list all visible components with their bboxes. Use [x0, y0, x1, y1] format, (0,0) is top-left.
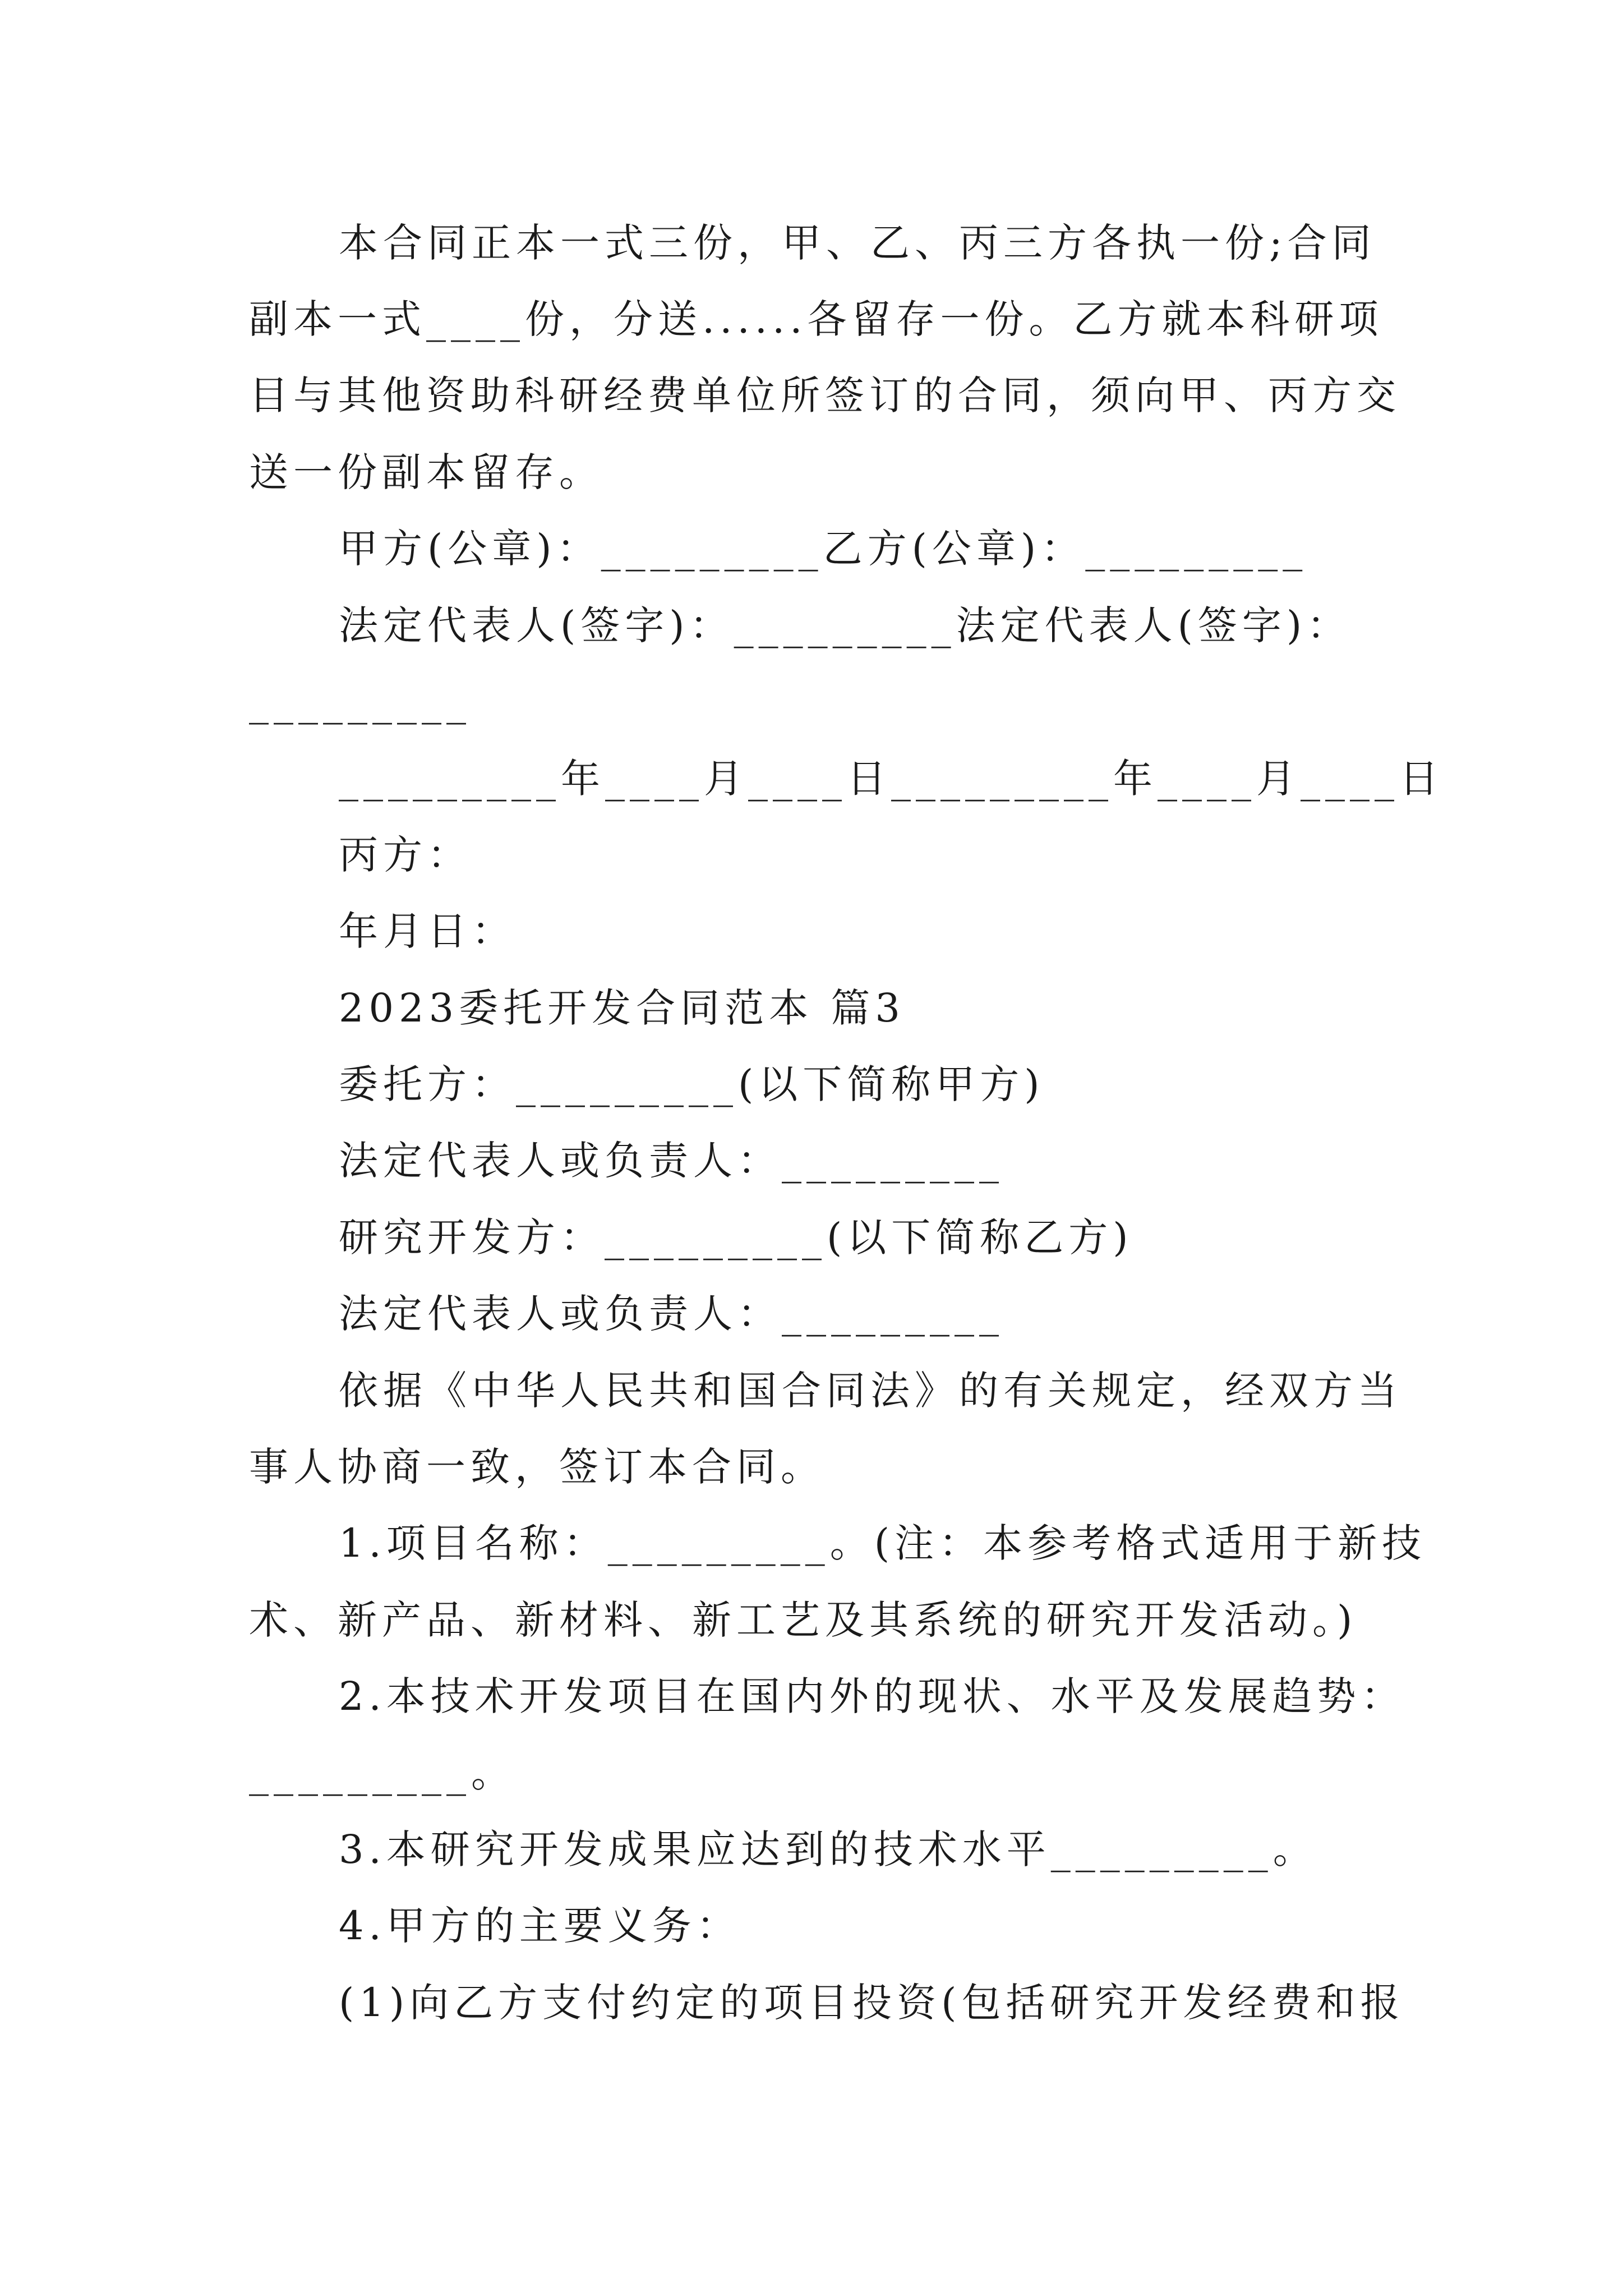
client-legal-rep-line: 法定代表人或负责人：_________ — [339, 1138, 1004, 1184]
item-1-project-name-line-1: 1.项目名称：_________。(注：本参考格式适用于新技 — [339, 1520, 1427, 1566]
paragraph-copies-line-3: 目与其他资助科研经费单位所签订的合同，须向甲、丙方交 — [249, 372, 1401, 418]
legal-rep-signature-blank: _________ — [249, 679, 471, 725]
client-line: 委托方：_________(以下简称甲方) — [339, 1061, 1045, 1107]
party-c-date-label: 年月日： — [339, 908, 516, 954]
item-2-status-line-2: _________。 — [249, 1750, 515, 1796]
item-4-party-a-obligations: 4.甲方的主要义务： — [339, 1903, 741, 1949]
item-1-project-name-line-2: 术、新产品、新材料、新工艺及其系统的研究开发活动。) — [249, 1597, 1358, 1643]
item-3-technical-level: 3.本研究开发成果应达到的技术水平_________。 — [339, 1826, 1317, 1872]
paragraph-copies-line-1: 本合同正本一式三份，甲、乙、丙三方各执一份;合同 — [339, 220, 1376, 266]
paragraph-copies-line-2: 副本一式____份，分送......各留存一份。乙方就本科研项 — [249, 296, 1384, 342]
party-a-b-seal-line: 甲方(公章)：_________乙方(公章)：_________ — [339, 526, 1308, 572]
basis-paragraph-line-1: 依据《中华人民共和国合同法》的有关规定，经双方当 — [339, 1368, 1402, 1414]
section-title: 2023委托开发合同范本 篇3 — [339, 985, 905, 1031]
party-c-label: 丙方： — [339, 832, 472, 878]
developer-line: 研究开发方：_________(以下简称乙方) — [339, 1214, 1133, 1260]
item-2-status-line-1: 2.本技术开发项目在国内外的现状、水平及发展趋势： — [339, 1673, 1405, 1719]
basis-paragraph-line-2: 事人协商一致，签订本合同。 — [249, 1444, 825, 1490]
paragraph-copies-line-4: 送一份副本留存。 — [249, 449, 603, 495]
legal-rep-signature-line: 法定代表人(签字)：_________法定代表人(签字)： — [339, 602, 1352, 648]
date-line: _________年____月____日_________年____月____日 — [339, 756, 1444, 802]
developer-legal-rep-line: 法定代表人或负责人：_________ — [339, 1291, 1004, 1337]
item-4-obligation-1: (1)向乙方支付约定的项目投资(包括研究开发经费和报 — [339, 1980, 1405, 2026]
